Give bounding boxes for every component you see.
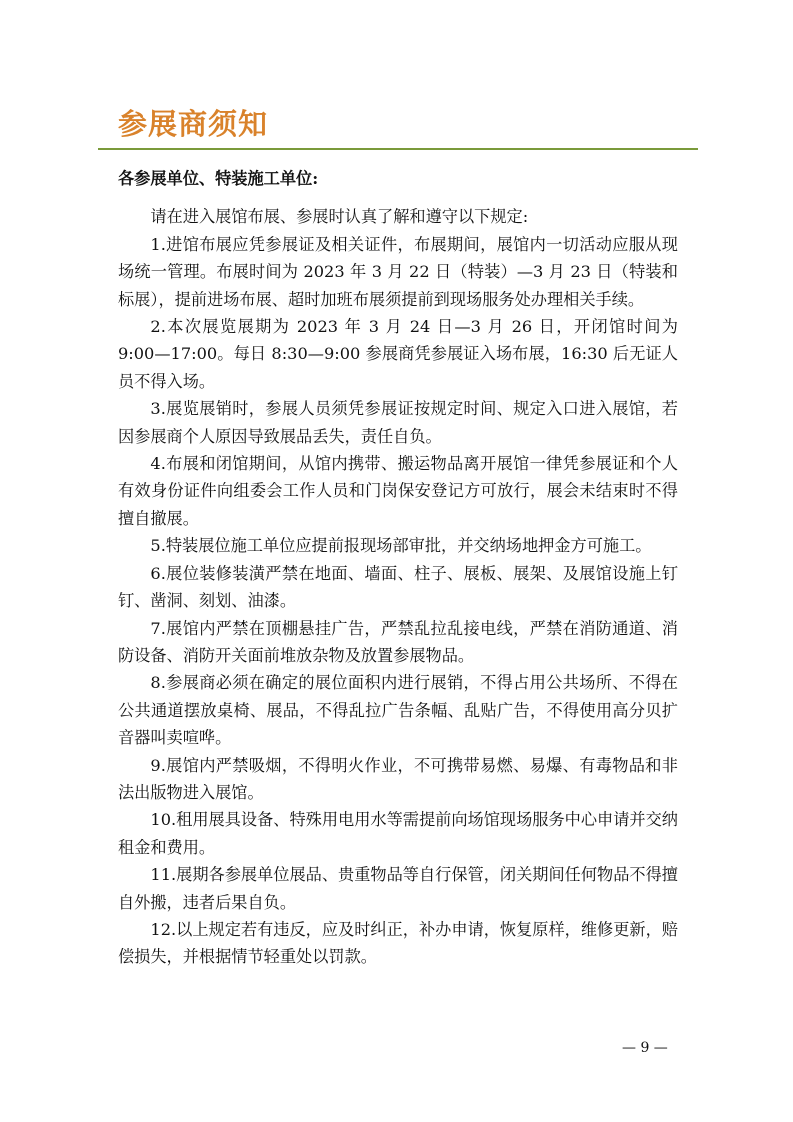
- rule-paragraph: 7.展馆内严禁在顶棚悬挂广告，严禁乱拉乱接电线，严禁在消防通道、消防设备、消防开关面前堆放杂物及放置参展物品。: [118, 618, 678, 665]
- rule-paragraph: 10.租用展具设备、特殊用电用水等需提前向场馆现场服务中心申请并交纳租金和费用。: [118, 810, 678, 857]
- page-number: — 9 —: [622, 1040, 668, 1056]
- rule-paragraph: 8.参展商必须在确定的展位面积内进行展销，不得占用公共场所、不得在公共通道摆放桌椅、展品，不得乱拉广告条幅、乱贴广告，不得使用高分贝扩音器叫卖喧哗。: [118, 673, 678, 748]
- rule-paragraph: 6.展位装修装潢严禁在地面、墙面、柱子、展板、展架、及展馆设施上钉钉、凿洞、刻划、油漆。: [118, 563, 678, 611]
- rule-paragraph: 4.布展和闭馆期间，从馆内携带、搬运物品离开展馆一律凭参展证和个人有效身份证件向组委会工作人员和门岗保安登记方可放行，展会未结束时不得擅自撤展。: [118, 454, 678, 528]
- page-title: 参展商须知: [118, 107, 269, 141]
- rule-paragraph: 3.展览展销时，参展人员须凭参展证按规定时间、规定入口进入展馆，若因参展商个人原因导致展品丢失，责任自负。: [118, 399, 678, 446]
- rule-paragraph: 9.展馆内严禁吸烟，不得明火作业，不可携带易燃、易爆、有毒物品和非法出版物进入展馆。: [118, 755, 678, 802]
- rule-paragraph: 1.进馆布展应凭参展证及相关证件，布展期间，展馆内一切活动应服从现场统一管理。布展时间为 2023 年 3 月 22 日（特装）—3 月 23 日（特装和标展），提前进场布展、超时加班布展须提前到现场服务处办理相关手续。: [118, 234, 678, 309]
- rule-paragraph: 2.本次展览展期为 2023 年 3 月 24 日—3 月 26 日，开闭馆时间为 9:00—17:00。每日 8:30—9:00 参展商凭参展证入场布展，16:30 后无证人员不得入场。: [118, 317, 678, 391]
- intro-paragraph: 请在进入展馆布展、参展时认真了解和遵守以下规定:: [150, 207, 529, 227]
- addressee: 各参展单位、特装施工单位:: [118, 169, 319, 188]
- rule-paragraph: 12.以上规定若有违反，应及时纠正，补办申请，恢复原样，维修更新，赔偿损失，并根据情节轻重处以罚款。: [118, 919, 678, 967]
- rule-paragraph: 11.展期各参展单位展品、贵重物品等自行保管，闭关期间任何物品不得擅自外搬，违者后果自负。: [118, 865, 678, 912]
- rule-paragraph: 5.特装展位施工单位应提前报现场部审批，并交纳场地押金方可施工。: [150, 536, 652, 556]
- title-divider: [98, 148, 698, 150]
- notice-body: [118, 165, 678, 971]
